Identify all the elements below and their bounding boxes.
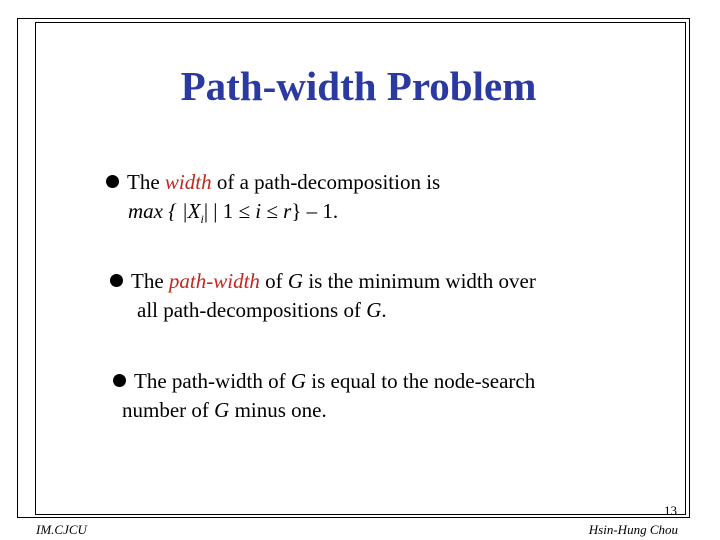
bullet-pathwidth-definition: The path-width of G is the minimum width over all path-decompositions of G.: [110, 267, 536, 325]
bullet-node-search-equivalence: The path-width of G is equal to the node-search number of G minus one.: [113, 367, 535, 425]
graph-symbol: G: [214, 398, 230, 422]
page-number: 13: [664, 503, 677, 518]
formula-subscript: i: [200, 212, 204, 227]
emphasis-term: path-width: [168, 269, 260, 293]
bullet-continuation: number of G minus one.: [122, 398, 327, 422]
bullet-width-definition: The width of a path-decomposition is max { $|X_i|$ | 1 ≤ i ≤ r} – 1.: [106, 168, 440, 234]
formula-text: max { |X: [128, 199, 201, 223]
graph-symbol: G: [290, 369, 307, 393]
footer-institution: IM.CJCU: [36, 522, 87, 537]
bullet-dot-icon: [110, 274, 123, 287]
bullet-continuation: all path-decompositions of G.: [137, 298, 387, 322]
graph-symbol: G: [287, 269, 304, 293]
emphasis-term: width: [164, 170, 212, 194]
footer-author: Hsin-Hung Chou: [588, 522, 678, 537]
slide-title: Path-width Problem: [180, 63, 537, 109]
bullet-continuation: max { $|X_i|$ | 1 ≤ i ≤ r} – 1.: [128, 199, 339, 227]
bullet-dot-icon: [106, 175, 119, 188]
graph-symbol: G: [366, 298, 382, 322]
bullet-dot-icon: [113, 374, 126, 387]
